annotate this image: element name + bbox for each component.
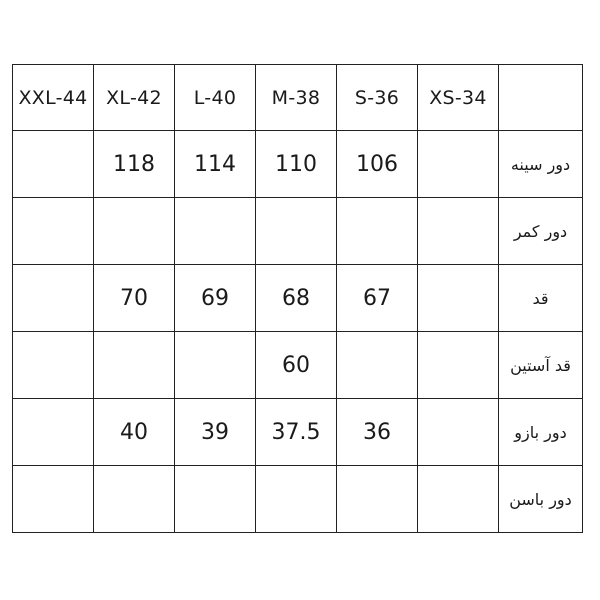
- table-cell: [418, 265, 499, 332]
- size-chart-table: [12, 64, 583, 533]
- table-cell: [13, 332, 94, 399]
- table-cell: [94, 466, 175, 533]
- table-row-chest: [13, 131, 583, 198]
- table-cell: [13, 131, 94, 198]
- table-cell: [256, 198, 337, 265]
- corner-cell: [499, 65, 583, 131]
- table-cell: [175, 332, 256, 399]
- table-cell: 110: [256, 131, 337, 198]
- size-header-m: M-38: [256, 65, 337, 131]
- table-cell: [418, 131, 499, 198]
- table-cell: 114: [175, 131, 256, 198]
- table-cell: 37.5: [256, 399, 337, 466]
- table-cell: 36: [337, 399, 418, 466]
- table-cell: 68: [256, 265, 337, 332]
- table-row-waist: [13, 198, 583, 265]
- row-label-sleeve-length: قد آستین: [499, 332, 583, 399]
- size-header-xxl: XXL-44: [13, 65, 94, 131]
- table-cell: [256, 466, 337, 533]
- row-label-arm: دور بازو: [499, 399, 583, 466]
- table-cell: [13, 265, 94, 332]
- table-cell: [418, 466, 499, 533]
- size-header-xl: XL-42: [94, 65, 175, 131]
- table-cell: 60: [256, 332, 337, 399]
- size-header-s: S-36: [337, 65, 418, 131]
- table-row-hip: [13, 466, 583, 533]
- table-cell: 70: [94, 265, 175, 332]
- size-header-l: L-40: [175, 65, 256, 131]
- size-header-row: [13, 65, 583, 131]
- table-cell: [13, 466, 94, 533]
- table-cell: [337, 198, 418, 265]
- table-cell: 106: [337, 131, 418, 198]
- table-cell: [13, 198, 94, 265]
- table-cell: 67: [337, 265, 418, 332]
- table-cell: 69: [175, 265, 256, 332]
- table-cell: 118: [94, 131, 175, 198]
- row-label-hip: دور باسن: [499, 466, 583, 533]
- table-cell: [337, 466, 418, 533]
- table-cell: [337, 332, 418, 399]
- table-cell: [418, 399, 499, 466]
- table-cell: 39: [175, 399, 256, 466]
- table-row-length: [13, 265, 583, 332]
- row-label-length: قد: [499, 265, 583, 332]
- row-label-chest: دور سینه: [499, 131, 583, 198]
- table-row-sleeve-length: [13, 332, 583, 399]
- table-row-arm: [13, 399, 583, 466]
- table-cell: [94, 332, 175, 399]
- table-cell: [94, 198, 175, 265]
- table-cell: [175, 466, 256, 533]
- row-label-waist: دور کمر: [499, 198, 583, 265]
- table-cell: [13, 399, 94, 466]
- size-header-xs: XS-34: [418, 65, 499, 131]
- table-cell: 40: [94, 399, 175, 466]
- table-cell: [175, 198, 256, 265]
- table-cell: [418, 332, 499, 399]
- table-cell: [418, 198, 499, 265]
